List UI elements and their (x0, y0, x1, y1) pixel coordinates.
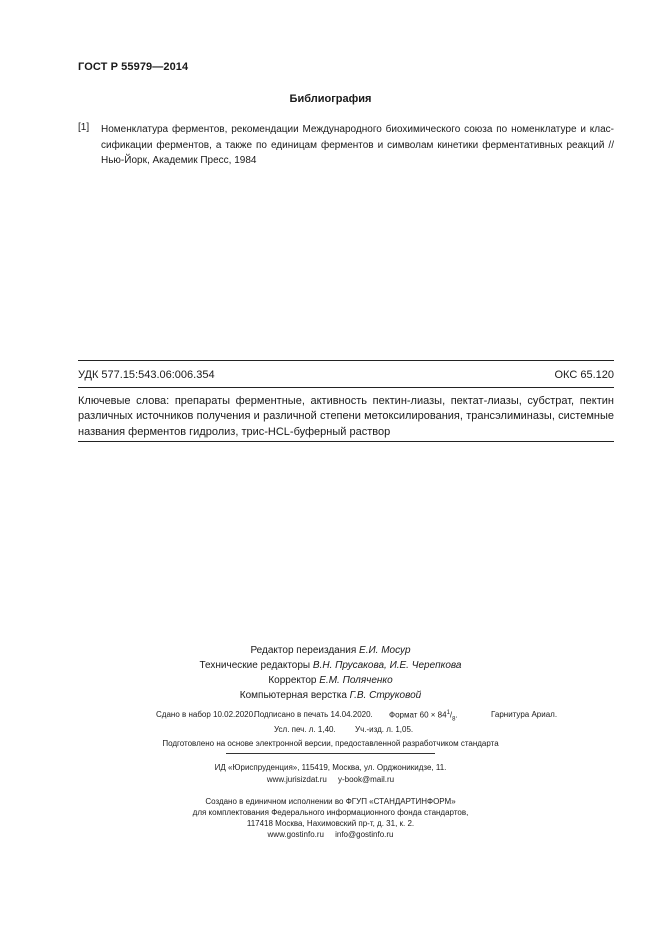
standard-id: ГОСТ Р 55979—2014 (78, 61, 189, 73)
credit-tech-editors (0, 660, 661, 671)
credit-person: В.Н. Прусакова, И.Е. Черепкова (312, 660, 462, 671)
imprint-pub-sheets: Уч.-изд. л. 1,05. (355, 725, 414, 734)
credit-person: Е.М. Поляченко (319, 675, 393, 686)
format-prefix: Формат 60 × 84 (389, 710, 447, 720)
oks-code: ОКС 65.120 (554, 369, 614, 381)
reference-text: Номенклатура ферментов, рекомендации Международного биохимического союза по номенклатуре и клас-сификации ферментов, а также по единицам ферментов и символам кинетики ферментативных реакций // Нью-Йорк, Академик Пресс, 1984 (101, 124, 614, 166)
udc-code: УДК 577.15:543.06:006.354 (78, 369, 215, 381)
imprint-submitted: Сдано в набор 10.02.2020. (156, 710, 256, 719)
credit-role: Редактор переиздания (250, 645, 357, 656)
imprint-format: Формат $60 \times 84^1/_8$. (389, 710, 458, 723)
divider-bottom (78, 441, 614, 442)
format-sub: 8 (452, 716, 456, 723)
producer-line-2: для комплектования Федерального информационного фонда стандартов, (192, 808, 469, 817)
producer-line-3: 117418 Москва, Нахимовский пр-т, д. 31, к. 2. (246, 819, 415, 828)
divider-top (78, 360, 614, 361)
imprint-print-sheets: Усл. печ. л. 1,40. (274, 725, 336, 734)
producer-line-1: Создано в единичном исполнении во ФГУП «СТАНДАРТИНФОРМ» (205, 797, 456, 806)
keywords-text: Ключевые слова: препараты ферментные, активность пектин-лиазы, пектат-лиазы, субстрат, пектин различных источников получения и различной степени метоксилирования, трансэлиминазы, системные названия ферментов гидролиз, трис-HCL-буферный раствор (78, 395, 614, 438)
credit-person: Е.И. Мосур (359, 645, 411, 656)
credit-layout (0, 690, 661, 701)
credit-role: Технические редакторы (199, 660, 311, 671)
prepared-note: Подготовлено на основе электронной версии, предоставленной разработчиком стандарта (162, 739, 499, 748)
reference-number: [1] (78, 122, 90, 133)
credit-role: Компьютерная верстка (239, 690, 347, 701)
credit-role: Корректор (268, 675, 317, 686)
divider-short (226, 753, 435, 754)
producer-contacts: www.gostinfo.ru info@gostinfo.ru (267, 830, 394, 839)
publisher-address: ИД «Юриспруденция», 115419, Москва, ул. Орджоникидзе, 11. (214, 763, 447, 772)
publisher-contacts: www.jurisizdat.ru y-book@mail.ru (266, 775, 395, 784)
credit-person: Г.В. Струковой (349, 690, 422, 701)
imprint-signed: Подписано в печать 14.04.2020. (254, 710, 373, 719)
credit-editor (0, 645, 661, 656)
imprint-font: Гарнитура Ариал. (491, 710, 558, 719)
bibliography-title: Библиография (289, 93, 372, 105)
credit-corrector (0, 675, 661, 686)
format-sup: 1 (446, 710, 450, 716)
divider-middle (78, 387, 614, 388)
